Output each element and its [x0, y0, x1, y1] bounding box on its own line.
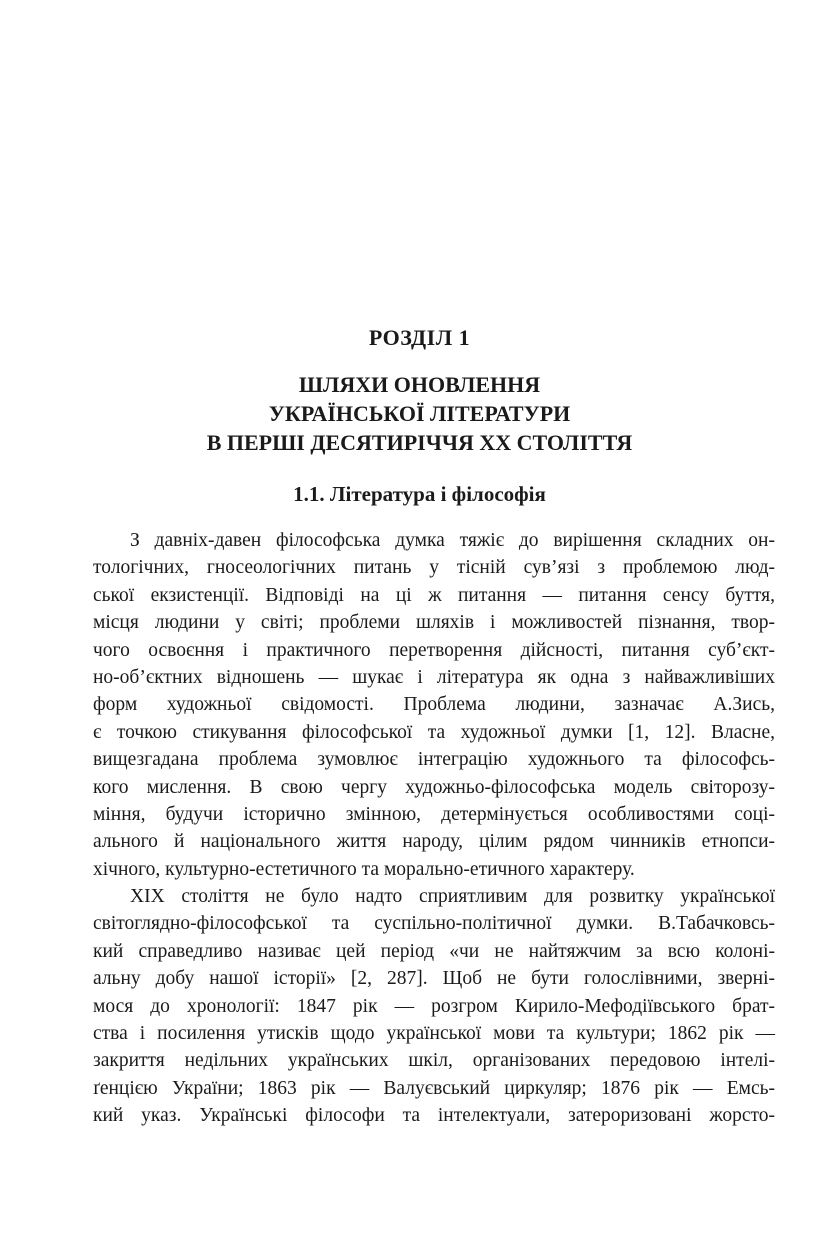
text-line: є точкою стикування філософської та художньої думки [1, 12]. Власне, — [93, 721, 775, 743]
text-line: форм художньої свідомості. Проблема людини, зазначає А.Зись, — [93, 694, 775, 716]
text-line: ґенцією України; 1863 рік — Валуєвський циркуляр; 1876 рік — Емсь- — [93, 1077, 775, 1099]
chapter-title-line: ШЛЯХИ ОНОВЛЕННЯ — [298, 372, 541, 397]
text-line: хічного, культурно-естетичного та морально-етичного характеру. — [93, 858, 635, 880]
text-line: ської екзистенції. Відповіді на ці ж питання — питання сенсу буття, — [93, 584, 775, 606]
text-line: ального й національного життя народу, цілим рядом чинників етнопси- — [93, 831, 775, 853]
chapter-title — [0, 370, 839, 457]
text-line: З давніх-давен філософська думка тяжіє до вирішення складних он- — [130, 530, 775, 551]
text-line: XIX століття не було надто сприятливим для розвитку української — [130, 886, 775, 908]
text-line: кий указ. Українські філософи та інтелектуали, затероризовані жорсто- — [93, 1105, 775, 1127]
chapter-title-line: В ПЕРШІ ДЕСЯТИРІЧЧЯ ХХ СТОЛІТТЯ — [206, 430, 633, 455]
text-line: закриття недільних українських шкіл, організованих передовою інтелі- — [93, 1050, 775, 1072]
text-line: ства і посилення утисків щодо української мови та культури; 1862 рік — — [93, 1023, 775, 1045]
text-line: чого освоєння і практичного перетворення дійсності, питання суб’єкт- — [93, 639, 775, 661]
section-heading: 1.1. Література і філософія — [293, 482, 546, 506]
text-line: місця людини у світі; проблеми шляхів і можливостей пізнання, твор- — [93, 612, 775, 634]
text-line: но-об’єктних відношень — шукає і література як одна з найважливіших — [93, 666, 775, 688]
text-line: світоглядно-філософської та суспільно-політичної думки. В.Табачковсь- — [93, 913, 775, 935]
text-line: міння, будучи історично змінною, детермінується особливостями соці- — [93, 803, 775, 825]
body-text — [93, 527, 775, 1130]
text-line: кого мислення. В свою чергу художньо-філософська модель світорозу- — [93, 776, 775, 798]
text-line: кий справедливо називає цей період «чи не найтяжчим за всю колоні- — [93, 940, 775, 962]
text-line: вищезгадана проблема зумовлює інтеграцію художнього та філософсь- — [93, 749, 775, 771]
text-line: тологічних, гносеологічних питань у тісній сув’язі з проблемою люд- — [93, 557, 775, 579]
chapter-heading: РОЗДІЛ 1 — [368, 325, 471, 350]
text-line: альну добу нашої історії» [2, 287]. Щоб не бути голослівними, зверні- — [93, 968, 775, 990]
chapter-title-line: УКРАЇНСЬКОЇ ЛІТЕРАТУРИ — [268, 401, 571, 426]
text-line: мося до хронології: 1847 рік — розгром Кирило-Мефодіївського брат- — [93, 995, 775, 1017]
